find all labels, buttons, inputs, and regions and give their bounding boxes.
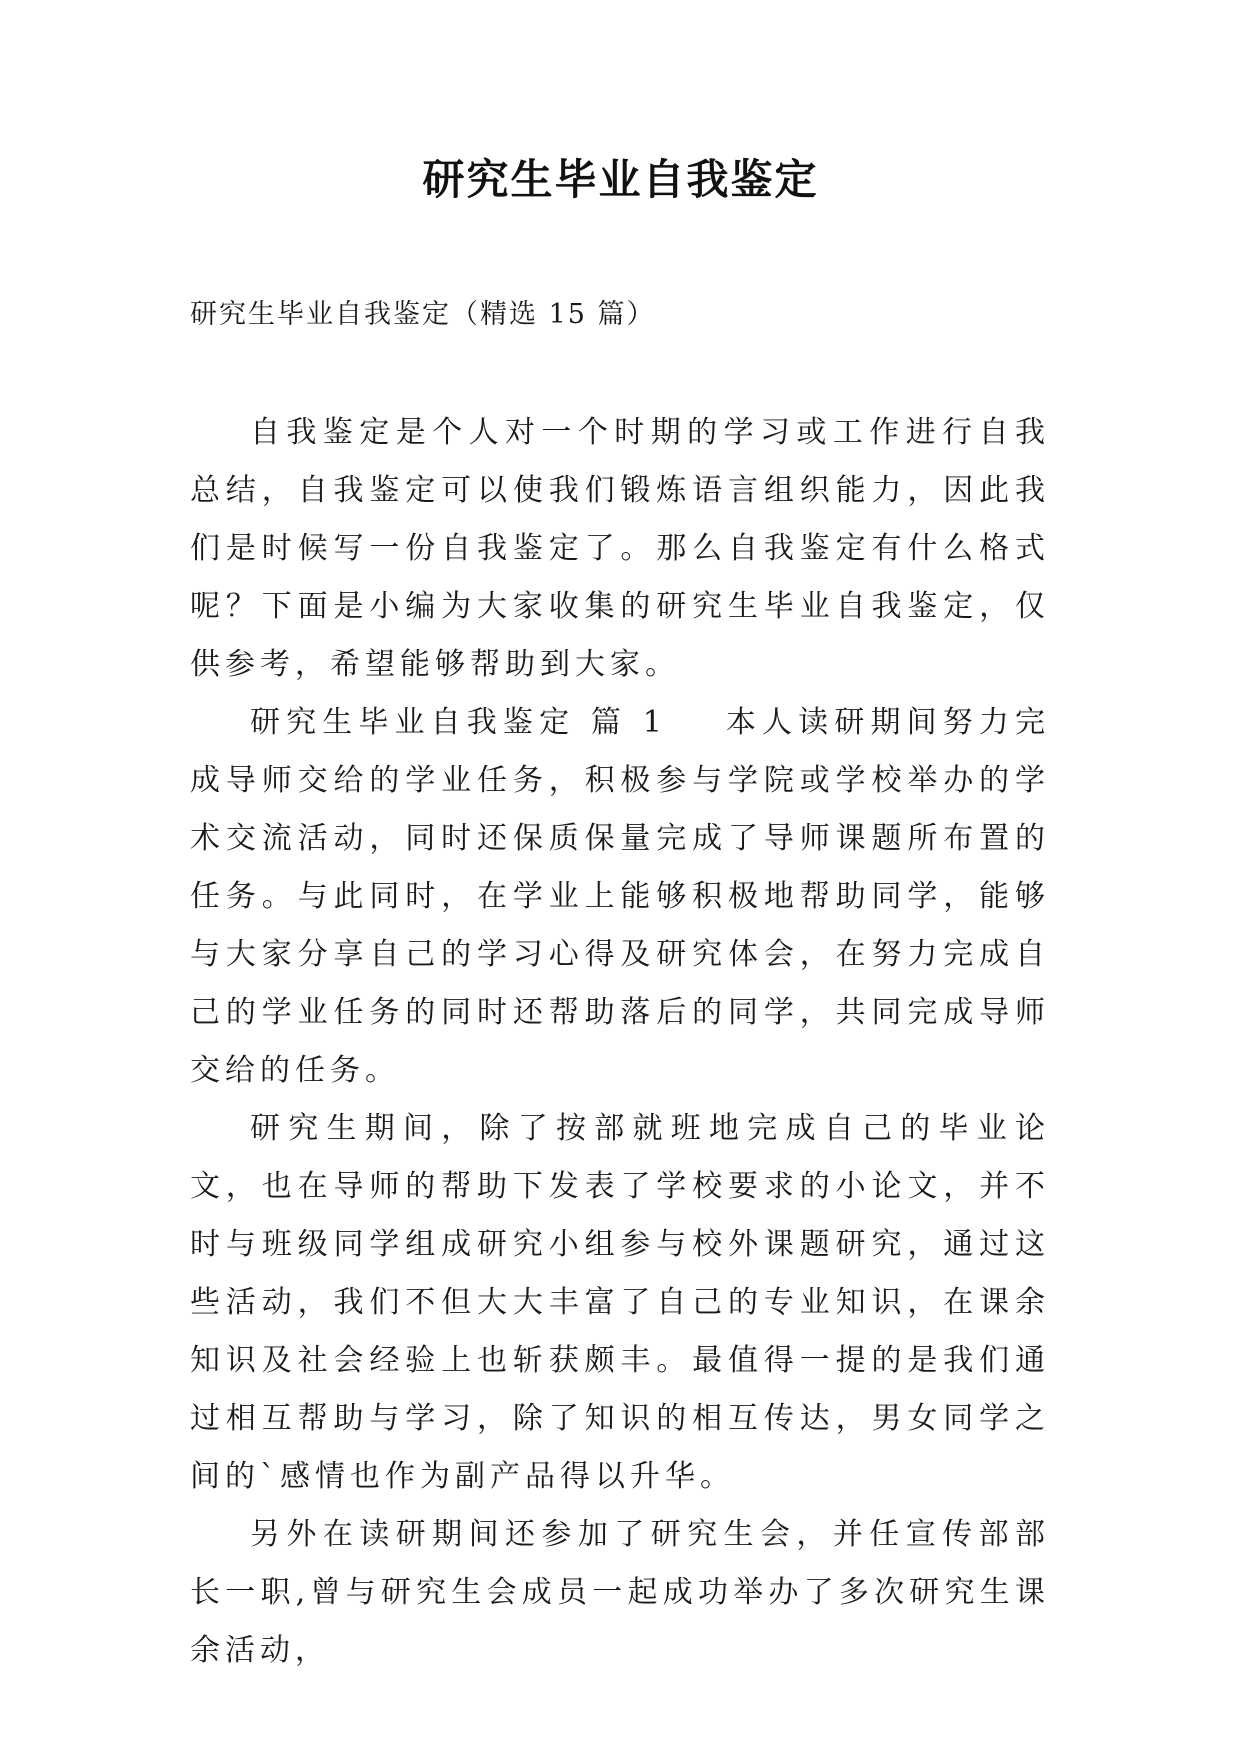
- document-subtitle: 研究生毕业自我鉴定（精选 15 篇）: [190, 299, 656, 330]
- paragraph-intro: 自我鉴定是个人对一个时期的学习或工作进行自我总结，自我鉴定可以使我们锻炼语言组织能力，因此我们是时候写一份自我鉴定了。那么自我鉴定有什么格式呢？下面是小编为大家收集的研究生毕业自我鉴定，仅供参考，希望能够帮助到大家。: [190, 415, 1050, 682]
- section-heading: 研究生毕业自我鉴定 篇 1: [250, 705, 667, 740]
- paragraph-section-1: [190, 694, 1050, 1100]
- paragraph-graduate-period: 研究生期间，除了按部就班地完成自己的毕业论文，也在导师的帮助下发表了学校要求的小论文，并不时与班级同学组成研究小组参与校外课题研究，通过这些活动，我们不但大大丰富了自己的专业知识，在课余知识及社会经验上也斩获颇丰。最值得一提的是我们通过相互帮助与学习，除了知识的相互传达，男女同学之间的`感情也作为副产品得以升华。: [190, 1111, 1050, 1494]
- document-body: [190, 404, 1050, 1680]
- paragraph-student-union: 另外在读研期间还参加了研究生会，并任宣传部部长一职,曾与研究生会成员一起成功举办了多次研究生课余活动，: [190, 1517, 1050, 1668]
- section-text: 本人读研期间努力完成导师交给的学业任务，积极参与学院或学校举办的学术交流活动，同时还保质保量完成了导师课题所布置的任务。与此同时，在学业上能够积极地帮助同学，能够与大家分享自己的学习心得及研究体会，在努力完成自己的学业任务的同时还帮助落后的同学，共同完成导师交给的任务。: [190, 705, 1050, 1088]
- page-title: 研究生毕业自我鉴定: [422, 155, 819, 204]
